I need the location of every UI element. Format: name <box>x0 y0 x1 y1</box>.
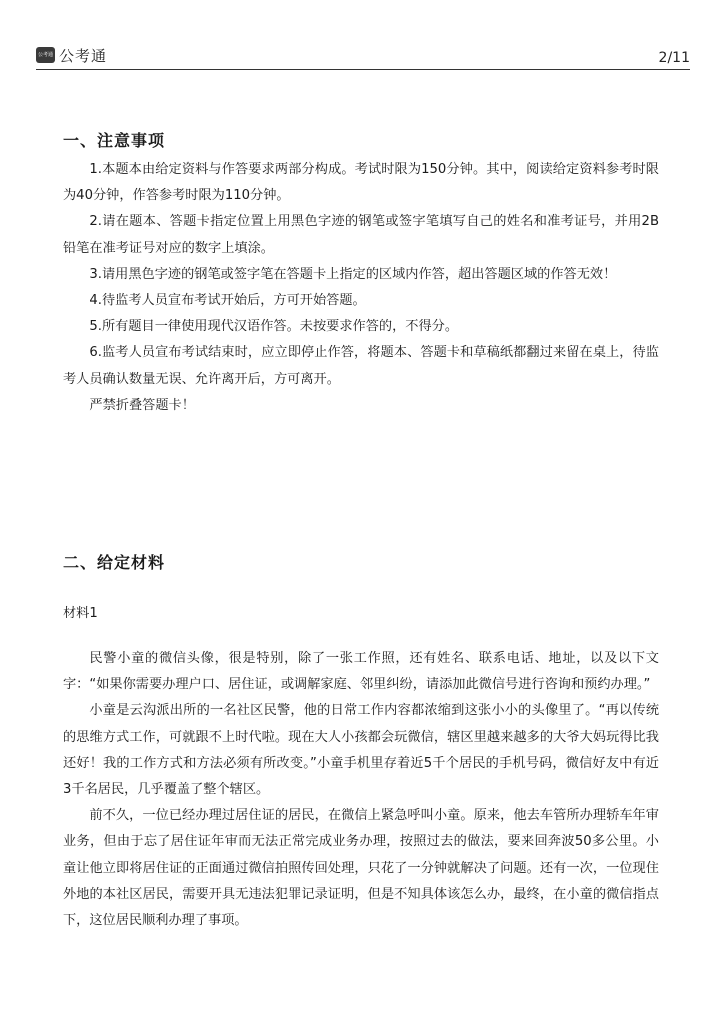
instruction-item: 4.待监考人员宣布考试开始后，方可开始答题。 <box>89 293 366 309</box>
instruction-item: 5.所有题目一律使用现代汉语作答。未按要求作答的，不得分。 <box>89 319 459 335</box>
section-title-instructions: 一、注意事项 <box>63 131 166 150</box>
header-divider <box>36 69 690 70</box>
materials-section <box>63 553 659 573</box>
material-paragraph: 前不久，一位已经办理过居住证的居民，在微信上紧急呼叫小童。原来，他去车管所办理轿车年审业务，但由于忘了居住证年审而无法正常完成业务办理，按照过去的做法，要来回奔波50多公里。小童让他立即将居住证的正面通过微信拍照传回处理，只花了一分钟就解决了问题。还有一次，一位现住外地的本社区居民，需要开具无违法犯罪记录证明，但是不知具体该怎么办，最终，在小童的微信指点下，这位居民顺利办理了事项。 <box>63 808 659 929</box>
logo-text: 公考通 <box>59 47 108 65</box>
instruction-warning: 严禁折叠答题卡！ <box>89 397 195 413</box>
material-label <box>63 604 659 624</box>
material-paragraph: 小童是云沟派出所的一名社区民警，他的日常工作内容都浓缩到这张小小的头像里了。“再以传统的思维方式工作，可就跟不上时代啦。现在大人小孩都会玩微信，辖区里越来越多的大爷大妈玩得比我还好！我的工作方式和方法必须有所改变。”小童手机里存着近5千个居民的手机号码，微信好友中有近3千名居民，几乎覆盖了整个辖区。 <box>63 703 659 798</box>
instructions-section <box>63 131 659 419</box>
page-header <box>36 44 690 70</box>
page-number: 2/11 <box>658 50 690 66</box>
material-1-label: 材料1 <box>63 606 98 621</box>
instruction-item: 6.监考人员宣布考试结束时，应立即停止作答，将题本、答题卡和草稿纸都翻过来留在桌上，待监考人员确认数量无误、允许离开后，方可离开。 <box>63 345 659 387</box>
material-paragraph: 民警小童的微信头像，很是特别，除了一张工作照，还有姓名、联系电话、地址，以及以下文字：“如果你需要办理户口、居住证，或调解家庭、邻里纠纷，请添加此微信号进行咨询和预约办理。” <box>63 651 659 693</box>
instruction-item: 3.请用黑色字迹的钢笔或签字笔在答题卡上指定的区域内作答，超出答题区域的作答无效！ <box>89 266 617 282</box>
material-1-body <box>63 646 659 934</box>
section-title-materials: 二、给定材料 <box>63 553 166 572</box>
logo-icon: 公考通 <box>36 47 55 63</box>
instruction-item: 2.请在题本、答题卡指定位置上用黑色字迹的钢笔或签字笔填写自己的姓名和准考证号，并用2B铅笔在准考证号对应的数字上填涂。 <box>63 214 659 256</box>
instruction-item: 1.本题本由给定资料与作答要求两部分构成。考试时限为150分钟。其中，阅读给定资料参考时限为40分钟，作答参考时限为110分钟。 <box>63 162 659 204</box>
